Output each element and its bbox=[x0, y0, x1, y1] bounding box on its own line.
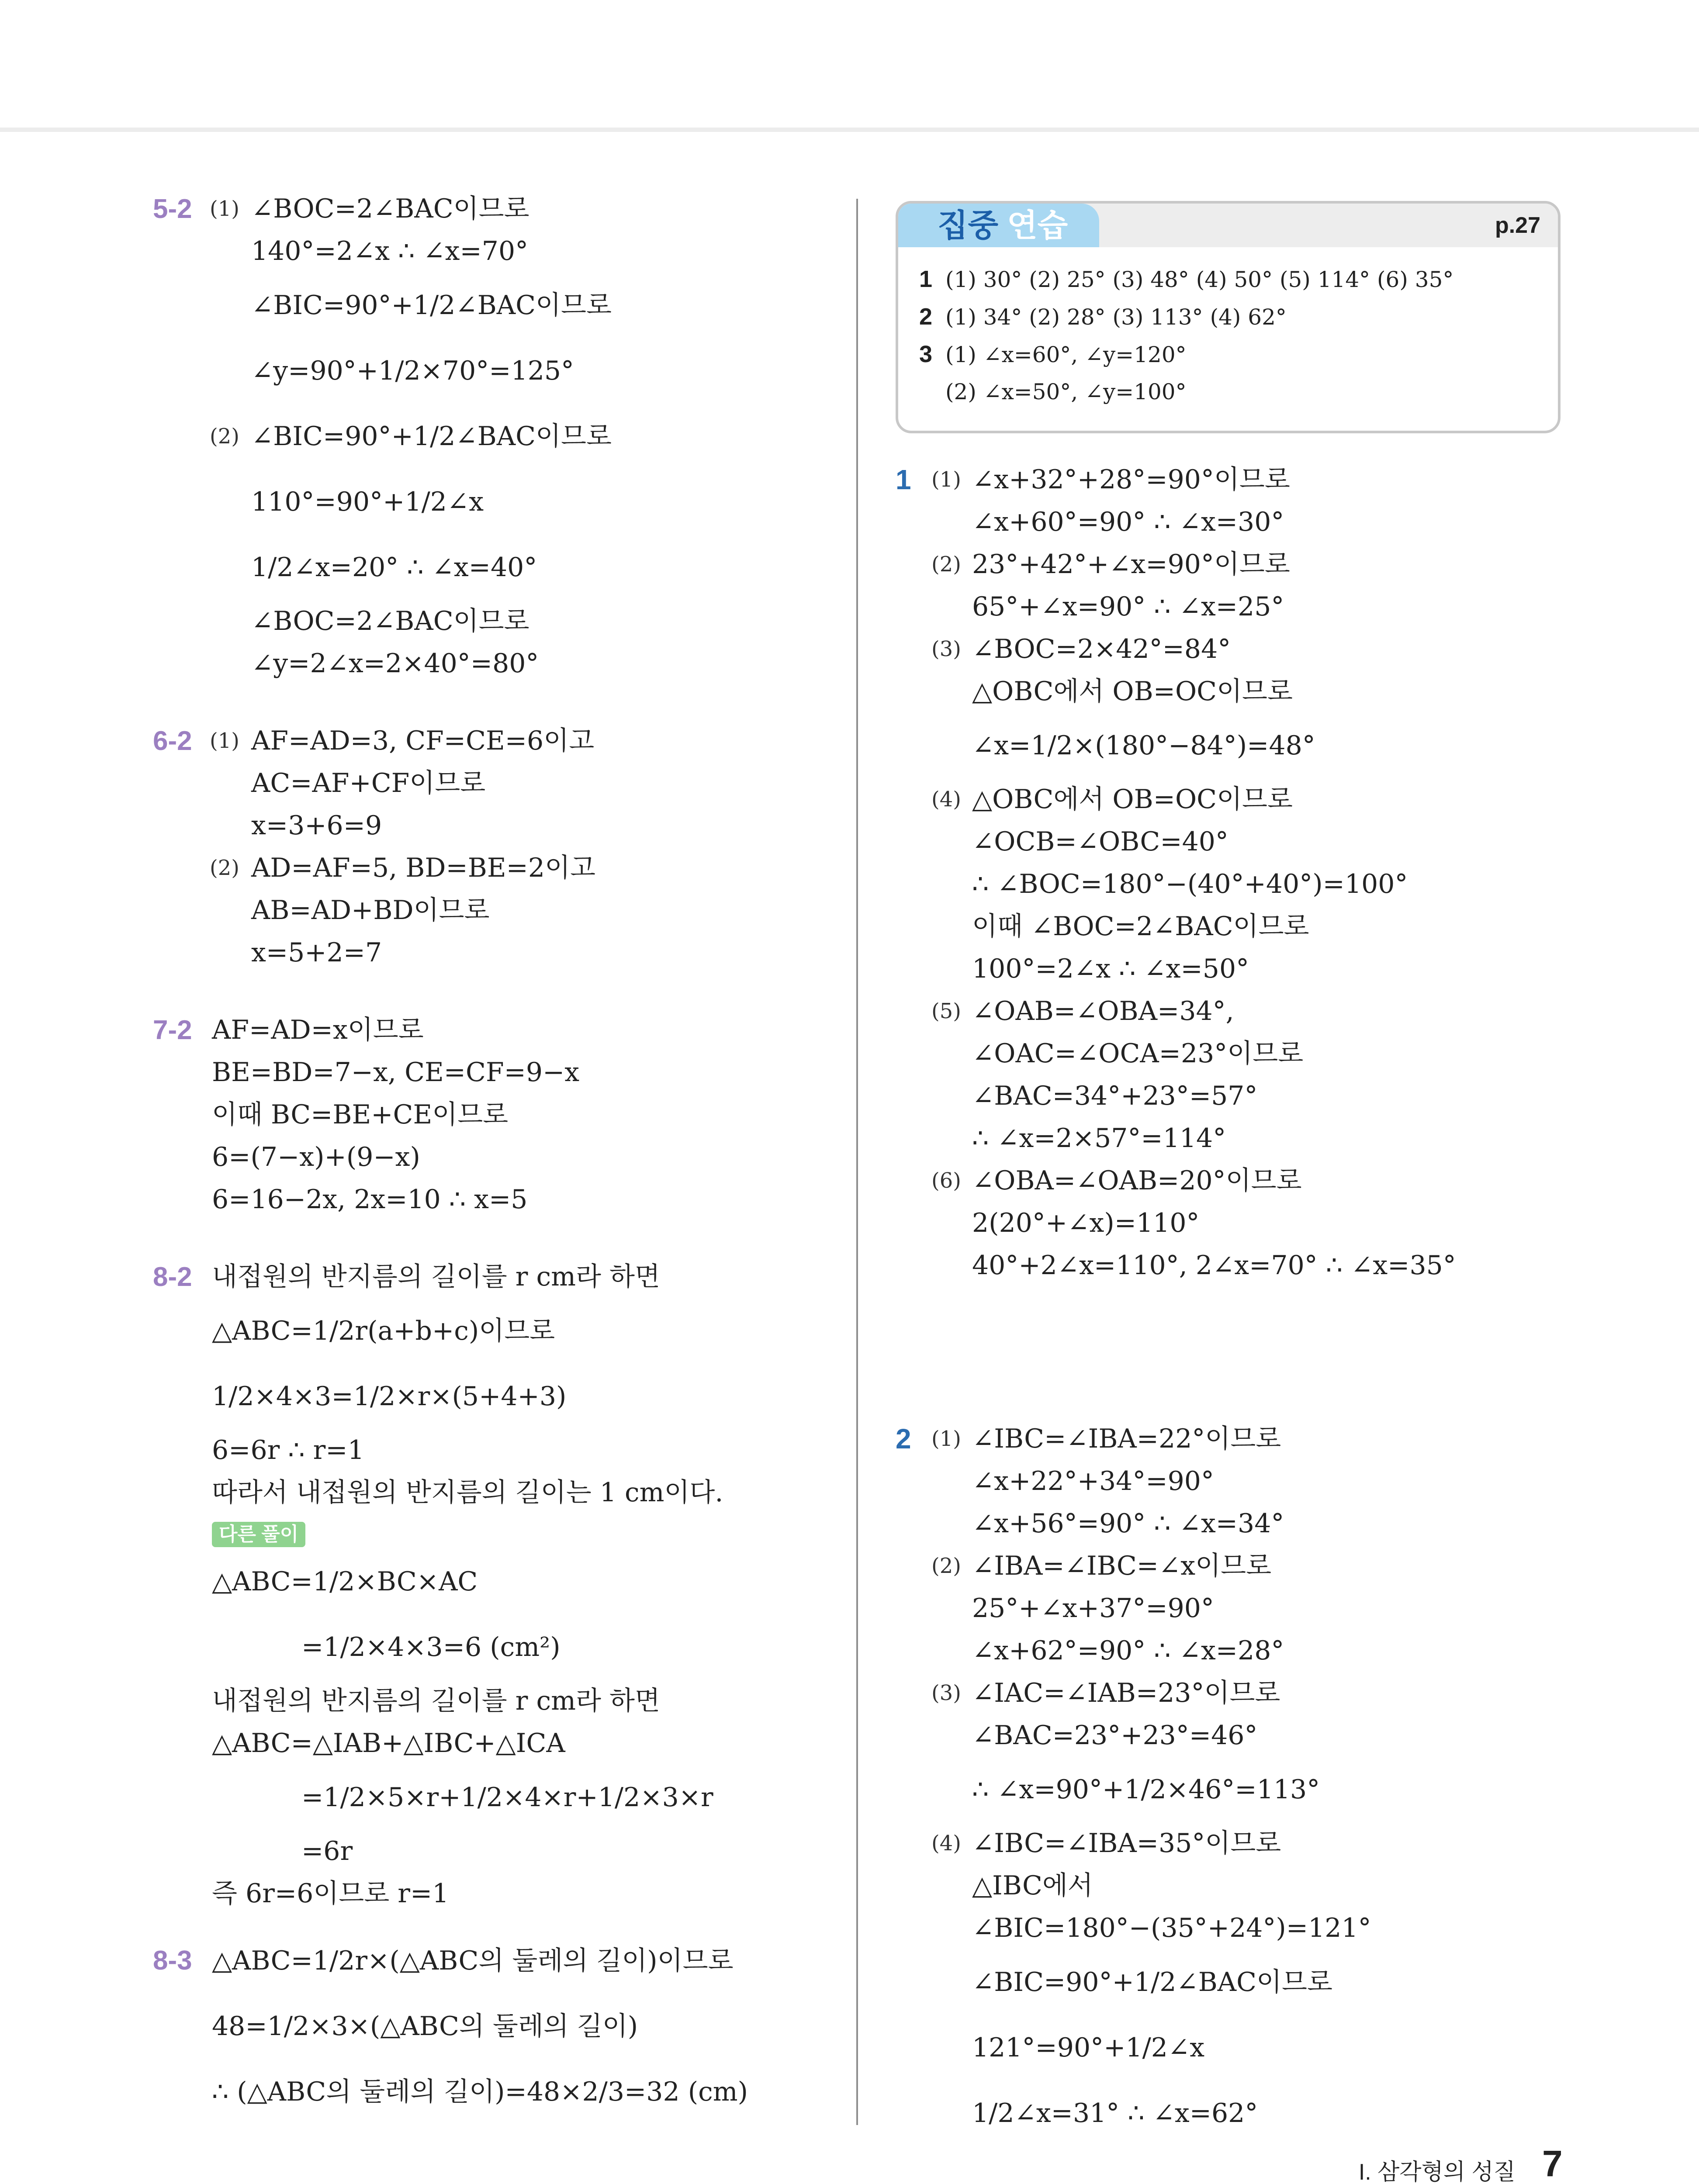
solution-line: ∠OCB=∠OBC=40° bbox=[972, 826, 1228, 857]
problem-7-2 bbox=[153, 1009, 839, 1221]
solution-line: 140°=2∠x ∴ ∠x=70° bbox=[251, 236, 529, 266]
solution-line: ∠BOC=2∠BAC이므로 bbox=[251, 194, 529, 224]
sub-label: (1) bbox=[210, 197, 239, 221]
problem-8-3 bbox=[153, 1928, 839, 2125]
answer-text: (1) 30° (2) 25° (3) 48° (4) 50° (5) 114° (6) 35° bbox=[945, 267, 1454, 292]
solution-line: AB=AD+BD이므로 bbox=[251, 895, 490, 926]
solution-line: △ABC=△IAB+△IBC+△ICA bbox=[212, 1728, 565, 1759]
box-header bbox=[898, 204, 1558, 247]
solution-line: ∠IAC=∠IAB=23°이므로 bbox=[972, 1678, 1280, 1708]
solution-line: △OBC에서 OB=OC이므로 bbox=[972, 784, 1293, 815]
solution-line: ∠OBA=∠OAB=20°이므로 bbox=[972, 1165, 1302, 1196]
problem-tag: 8-2 bbox=[153, 1262, 192, 1292]
solution-line: AC=AF+CF이므로 bbox=[251, 768, 486, 798]
alternate-solution-badge: 다른 풀이 bbox=[212, 1522, 305, 1547]
column-divider bbox=[856, 199, 858, 2125]
solution-line: 6=6r ∴ r=1 bbox=[212, 1435, 364, 1465]
solution-line: ∠OAC=∠OCA=23°이므로 bbox=[972, 1038, 1304, 1069]
answer-row bbox=[919, 260, 1453, 298]
box-tab bbox=[898, 204, 1099, 247]
solution-line: ∠x+56°=90° ∴ ∠x=34° bbox=[972, 1508, 1284, 1539]
solution-line: ∠IBA=∠IBC=∠x이므로 bbox=[972, 1551, 1272, 1581]
answer-text: (2) ∠x=50°, ∠y=100° bbox=[945, 379, 1187, 404]
solution-line: ∴ (△ABC의 둘레의 길이)=48×2/3=32 (cm) bbox=[212, 2077, 748, 2107]
answer-text: (1) ∠x=60°, ∠y=120° bbox=[945, 342, 1187, 367]
sub-label: (5) bbox=[931, 999, 961, 1023]
solution-line: AF=AD=3, CF=CE=6이고 bbox=[251, 726, 595, 756]
solution-line: ∠BAC=23°+23°=46° bbox=[972, 1720, 1258, 1751]
solution-line: 따라서 내접원의 반지름의 길이는 1 cm이다. bbox=[212, 1477, 723, 1508]
solution-line: △OBC에서 OB=OC이므로 bbox=[972, 676, 1293, 707]
sub-label: (4) bbox=[931, 787, 961, 812]
page-number: 7 bbox=[1542, 2143, 1563, 2184]
left-column bbox=[153, 188, 839, 2125]
solution-line: ∴ ∠x=90°+1/2×46°=113° bbox=[972, 1774, 1320, 1805]
problem-tag: 7-2 bbox=[153, 1015, 192, 1045]
solution-line: ∠BAC=34°+23°=57° bbox=[972, 1081, 1258, 1111]
solution-line: 100°=2∠x ∴ ∠x=50° bbox=[972, 954, 1249, 984]
solution-line: ∴ ∠x=2×57°=114° bbox=[972, 1123, 1226, 1154]
solution-line: 내접원의 반지름의 길이를 r cm라 하면 bbox=[212, 1261, 660, 1292]
problem-tag: 5-2 bbox=[153, 194, 192, 224]
solution-line: ∠x+22°+34°=90° bbox=[972, 1466, 1214, 1496]
problem-6-2 bbox=[153, 720, 839, 974]
problem-tag: 6-2 bbox=[153, 726, 192, 756]
solution-line: ∠x+62°=90° ∴ ∠x=28° bbox=[972, 1635, 1284, 1666]
solution-line: 121°=90°+1/2∠x bbox=[972, 2032, 1205, 2063]
sub-label: (2) bbox=[931, 552, 961, 577]
solution-line: 내접원의 반지름의 길이를 r cm라 하면 bbox=[212, 1686, 660, 1716]
solution-line: 23°+42°+∠x=90°이므로 bbox=[972, 549, 1290, 580]
solution-line: 1/2×4×3=1/2×r×(5+4+3) bbox=[212, 1381, 567, 1412]
solution-line: ∠BOC=2∠BAC이므로 bbox=[251, 606, 529, 636]
solution-line: BE=BD=7−x, CE=CF=9−x bbox=[212, 1057, 580, 1088]
solution-line: ∠BIC=90°+1/2∠BAC이므로 bbox=[972, 1967, 1332, 1997]
solution-line: 2(20°+∠x)=110° bbox=[972, 1208, 1200, 1238]
solution-line: 이때 BC=BE+CE이므로 bbox=[212, 1099, 509, 1130]
problem-tag: 2 bbox=[896, 1423, 911, 1455]
problem-8-2 bbox=[153, 1256, 839, 1915]
solution-line: ∠BIC=180°−(35°+24°)=121° bbox=[972, 1913, 1371, 1943]
solution-line: 6=16−2x, 2x=10 ∴ x=5 bbox=[212, 1184, 528, 1215]
right-column bbox=[896, 459, 1560, 2146]
solution-line: =6r bbox=[301, 1836, 353, 1866]
answer-summary-box bbox=[896, 201, 1561, 433]
footer-section: I. 삼각형의 성질 bbox=[1358, 2160, 1516, 2184]
solution-line: △IBC에서 bbox=[972, 1870, 1093, 1901]
sub-label: (1) bbox=[931, 1427, 961, 1451]
sub-label: (6) bbox=[931, 1168, 961, 1193]
box-title-sub: 연습 bbox=[1007, 208, 1068, 243]
solution-line: ∠BIC=90°+1/2∠BAC이므로 bbox=[251, 290, 612, 321]
solution-line: AF=AD=x이므로 bbox=[212, 1015, 424, 1045]
solution-line: 1/2∠x=20° ∴ ∠x=40° bbox=[251, 552, 537, 583]
box-title bbox=[938, 206, 1068, 245]
solution-line: 이때 ∠BOC=2∠BAC이므로 bbox=[972, 911, 1309, 942]
answer-number: 3 bbox=[919, 341, 933, 367]
solution-line: 48=1/2×3×(△ABC의 둘레의 길이) bbox=[212, 2011, 638, 2042]
solution-line: =1/2×5×r+1/2×4×r+1/2×3×r bbox=[301, 1782, 713, 1813]
solution-line: △ABC=1/2r(a+b+c)이므로 bbox=[212, 1316, 555, 1346]
answer-row bbox=[945, 373, 1187, 411]
solution-line: ∠BOC=2×42°=84° bbox=[972, 634, 1231, 664]
sub-label: (2) bbox=[210, 856, 239, 880]
solution-line: ∴ ∠BOC=180°−(40°+40°)=100° bbox=[972, 869, 1408, 899]
answer-text: (1) 34° (2) 28° (3) 113° (4) 62° bbox=[945, 304, 1287, 330]
sub-label: (4) bbox=[931, 1831, 961, 1856]
solution-line: =1/2×4×3=6 (cm²) bbox=[301, 1632, 561, 1662]
problem-tag: 1 bbox=[896, 464, 911, 495]
solution-line: x=3+6=9 bbox=[251, 810, 382, 841]
box-title-main: 집중 bbox=[938, 208, 999, 243]
solution-line: △ABC=1/2×BC×AC bbox=[212, 1566, 478, 1597]
problem-5-2 bbox=[153, 188, 839, 685]
answer-row bbox=[919, 298, 1287, 335]
solution-line: 1/2∠x=31° ∴ ∠x=62° bbox=[972, 2098, 1258, 2129]
answer-number: 1 bbox=[919, 266, 933, 292]
solution-line: AD=AF=5, BD=BE=2이고 bbox=[251, 853, 595, 883]
solution-line: ∠x=1/2×(180°−84°)=48° bbox=[972, 730, 1315, 761]
solution-line: 110°=90°+1/2∠x bbox=[251, 487, 484, 517]
solution-line: ∠x+60°=90° ∴ ∠x=30° bbox=[972, 507, 1284, 537]
top-rule bbox=[0, 128, 1699, 132]
answer-row bbox=[919, 335, 1187, 373]
solution-line: 65°+∠x=90° ∴ ∠x=25° bbox=[972, 591, 1284, 622]
sub-label: (2) bbox=[931, 1554, 961, 1578]
problem-2 bbox=[896, 1418, 1560, 2146]
sub-label: (2) bbox=[210, 424, 239, 449]
sub-label: (3) bbox=[931, 1681, 961, 1705]
solution-line: ∠y=2∠x=2×40°=80° bbox=[251, 648, 539, 679]
solution-line: 즉 6r=6이므로 r=1 bbox=[212, 1878, 449, 1909]
answer-number: 2 bbox=[919, 304, 933, 330]
solution-line: ∠x+32°+28°=90°이므로 bbox=[972, 464, 1290, 495]
problem-1 bbox=[896, 459, 1560, 1287]
solution-line: 6=(7−x)+(9−x) bbox=[212, 1142, 420, 1172]
solution-line: ∠IBC=∠IBA=22°이므로 bbox=[972, 1424, 1281, 1454]
solution-line: ∠y=90°+1/2×70°=125° bbox=[251, 356, 574, 386]
solution-line: 40°+2∠x=110°, 2∠x=70° ∴ ∠x=35° bbox=[972, 1250, 1456, 1281]
solution-line: 25°+∠x+37°=90° bbox=[972, 1593, 1214, 1624]
solution-line: x=5+2=7 bbox=[251, 937, 382, 968]
sub-label: (1) bbox=[931, 467, 961, 492]
solution-line: △ABC=1/2r×(△ABC의 둘레의 길이)이므로 bbox=[212, 1946, 734, 1976]
page-reference: p.27 bbox=[1495, 213, 1540, 238]
sub-label: (1) bbox=[210, 729, 239, 753]
sub-label: (3) bbox=[931, 637, 961, 661]
solution-line: ∠BIC=90°+1/2∠BAC이므로 bbox=[251, 421, 612, 452]
problem-tag: 8-3 bbox=[153, 1946, 192, 1976]
solution-line: ∠IBC=∠IBA=35°이므로 bbox=[972, 1828, 1281, 1859]
solution-line: ∠OAB=∠OBA=34°, bbox=[972, 996, 1234, 1026]
